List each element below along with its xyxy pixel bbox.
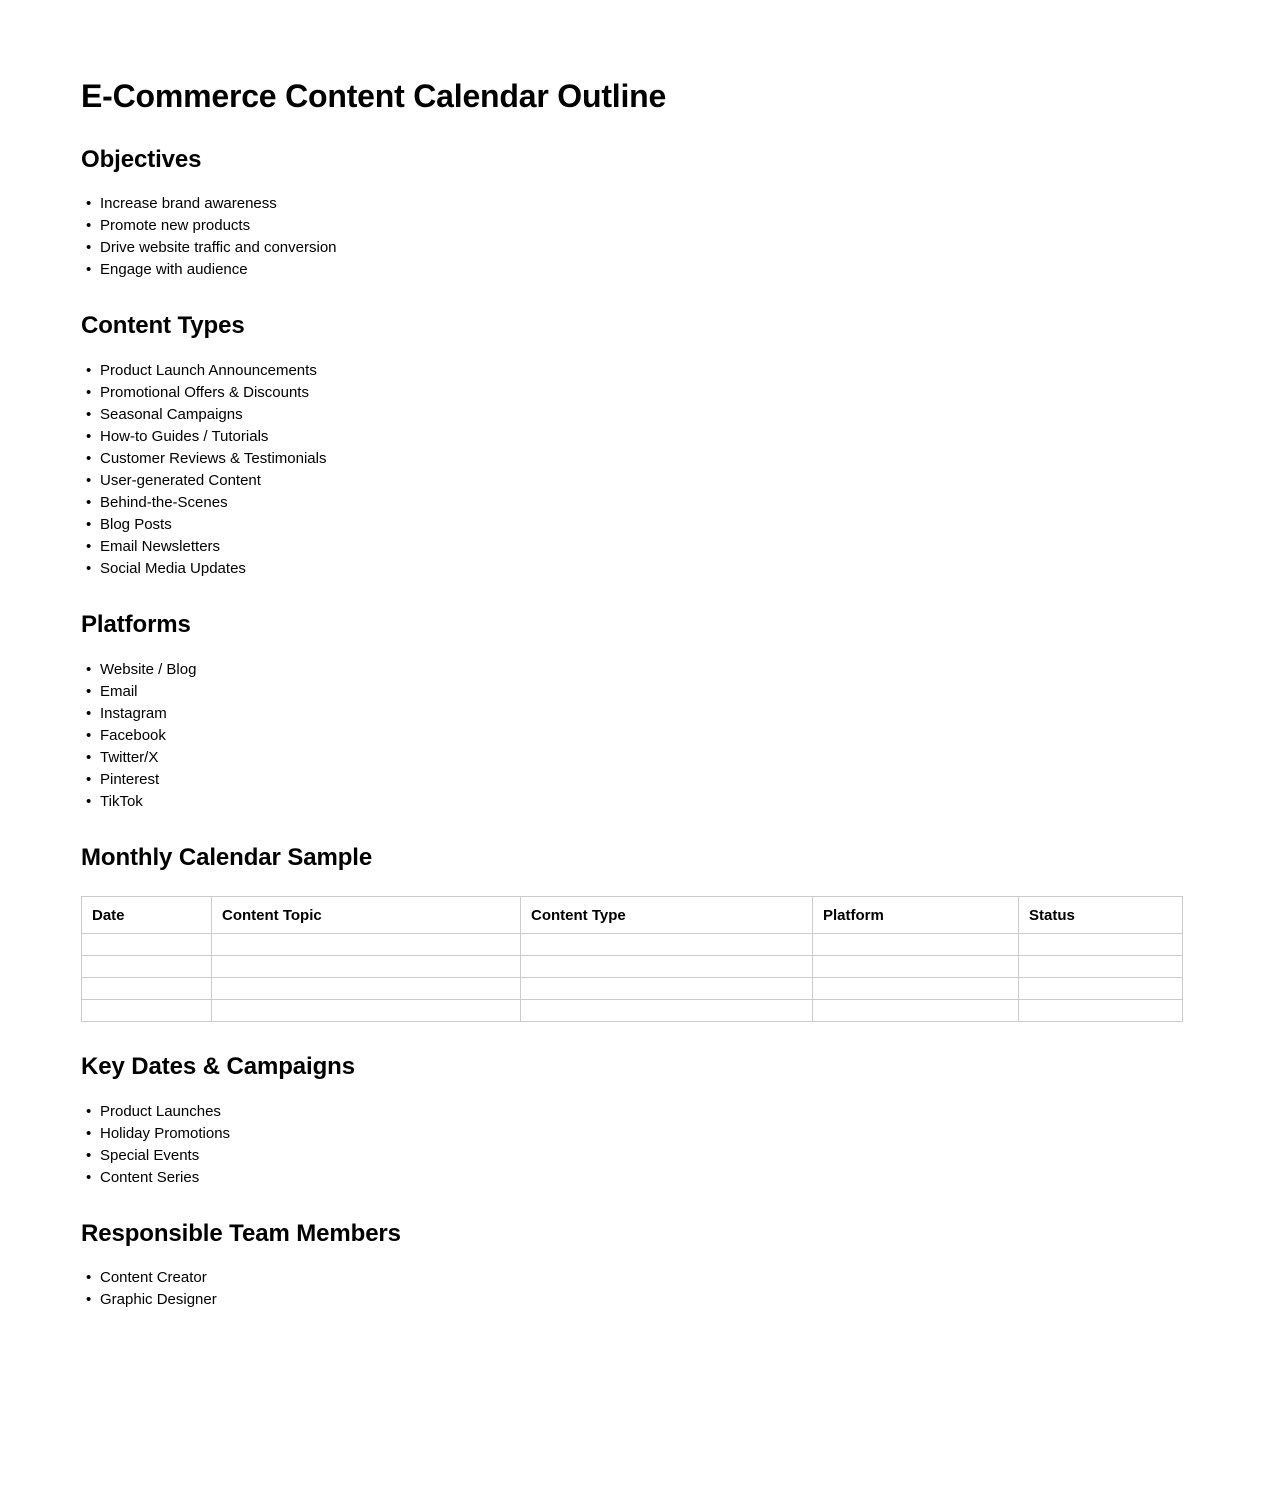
page-title: E-Commerce Content Calendar Outline: [81, 78, 667, 114]
table-cell-platform[interactable]: [813, 1000, 1019, 1022]
list-item: • Customer Reviews & Testimonials: [81, 448, 1182, 470]
table-cell-platform[interactable]: [813, 934, 1019, 956]
content-types-list: [81, 340, 1182, 580]
list-item: • Product Launch Announcements: [81, 360, 1182, 382]
list-item: • Graphic Designer: [81, 1289, 1182, 1311]
list-item: • TikTok: [81, 791, 1182, 813]
list-item: • Email: [81, 681, 1182, 703]
list-item: • Content Series: [81, 1167, 1182, 1189]
list-item: • Product Launches: [81, 1101, 1182, 1123]
list-item: • Website / Blog: [81, 659, 1182, 681]
column-header-status: Status: [1019, 897, 1183, 934]
table-cell-date[interactable]: [82, 978, 212, 1000]
team-members-list: [81, 1247, 1182, 1311]
list-item: • Blog Posts: [81, 514, 1182, 536]
column-header-content-type: Content Type: [521, 897, 813, 934]
monthly-calendar-table: [81, 896, 1183, 1022]
table-cell-platform[interactable]: [813, 978, 1019, 1000]
table-header-row: [82, 897, 1183, 934]
table-row: [82, 934, 1183, 956]
section-heading-monthly-calendar: Monthly Calendar Sample: [81, 843, 373, 871]
list-item: • Content Creator: [81, 1267, 1182, 1289]
table-cell-status[interactable]: [1019, 956, 1183, 978]
list-item: • Engage with audience: [81, 259, 1182, 281]
column-header-content-topic: Content Topic: [212, 897, 521, 934]
key-dates-list: [81, 1081, 1182, 1189]
list-item: • Increase brand awareness: [81, 193, 1182, 215]
table-cell-content-topic[interactable]: [212, 956, 521, 978]
list-item: • Instagram: [81, 703, 1182, 725]
list-item: • Email Newsletters: [81, 536, 1182, 558]
table-cell-status[interactable]: [1019, 1000, 1183, 1022]
column-header-platform: Platform: [813, 897, 1019, 934]
section-heading-key-dates: Key Dates & Campaigns: [81, 1053, 355, 1081]
list-item: • Social Media Updates: [81, 558, 1182, 580]
table-cell-content-topic[interactable]: [212, 934, 521, 956]
list-item: • User-generated Content: [81, 470, 1182, 492]
table-cell-date[interactable]: [82, 1000, 212, 1022]
table-cell-content-type[interactable]: [521, 1000, 813, 1022]
list-item: • How-to Guides / Tutorials: [81, 426, 1182, 448]
list-item: • Promotional Offers & Discounts: [81, 382, 1182, 404]
table-cell-content-type[interactable]: [521, 934, 813, 956]
table-cell-date[interactable]: [82, 956, 212, 978]
objectives-list: [81, 173, 1182, 281]
list-item: • Seasonal Campaigns: [81, 404, 1182, 426]
list-item: • Drive website traffic and conversion: [81, 237, 1182, 259]
column-header-date: Date: [82, 897, 212, 934]
list-item: • Behind-the-Scenes: [81, 492, 1182, 514]
list-item: • Pinterest: [81, 769, 1182, 791]
table-row: [82, 1000, 1183, 1022]
table-cell-content-type[interactable]: [521, 956, 813, 978]
list-item: • Twitter/X: [81, 747, 1182, 769]
platforms-list: [81, 639, 1182, 813]
table-row: [82, 978, 1183, 1000]
list-item: • Special Events: [81, 1145, 1182, 1167]
list-item: • Holiday Promotions: [81, 1123, 1182, 1145]
table-cell-date[interactable]: [82, 934, 212, 956]
table-cell-content-type[interactable]: [521, 978, 813, 1000]
table-cell-status[interactable]: [1019, 978, 1183, 1000]
list-item: • Promote new products: [81, 215, 1182, 237]
table-cell-content-topic[interactable]: [212, 978, 521, 1000]
table-cell-content-topic[interactable]: [212, 1000, 521, 1022]
section-heading-content-types: Content Types: [81, 312, 245, 340]
table-cell-status[interactable]: [1019, 934, 1183, 956]
section-heading-platforms: Platforms: [81, 610, 191, 638]
table-cell-platform[interactable]: [813, 956, 1019, 978]
list-item: • Facebook: [81, 725, 1182, 747]
section-heading-objectives: Objectives: [81, 145, 202, 173]
section-heading-team-members: Responsible Team Members: [81, 1219, 401, 1247]
table-row: [82, 956, 1183, 978]
